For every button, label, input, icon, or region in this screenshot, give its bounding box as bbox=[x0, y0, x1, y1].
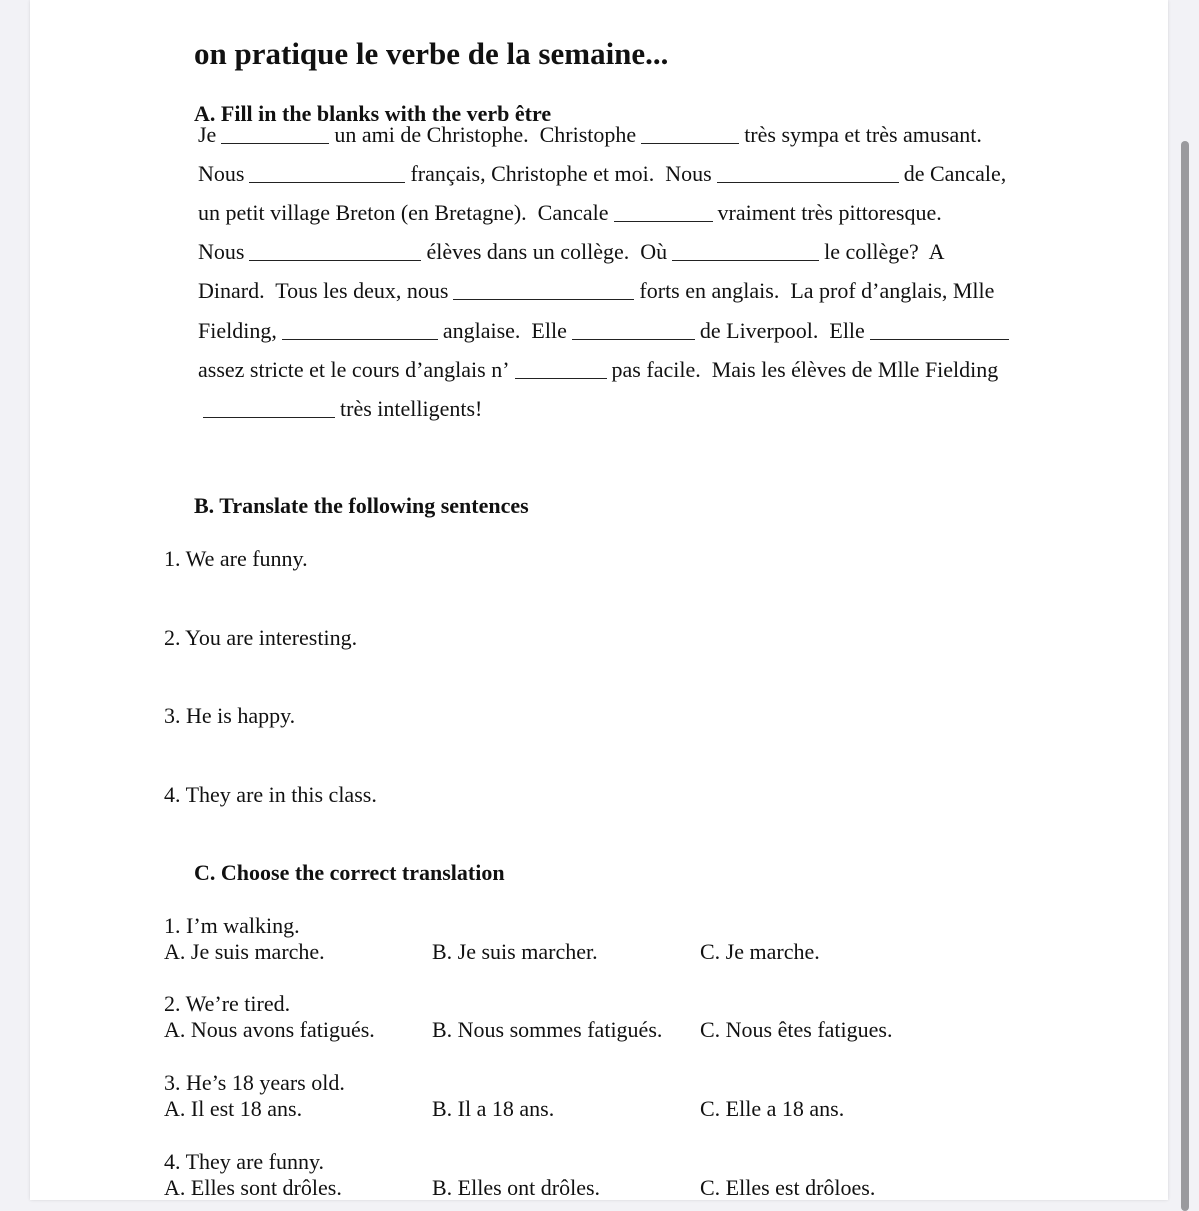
answer-option[interactable]: A. Je suis marche. bbox=[164, 939, 325, 964]
answer-option[interactable]: A. Nous avons fatigués. bbox=[164, 1017, 375, 1042]
paragraph-text: anglaise. Elle bbox=[442, 318, 567, 343]
paragraph-line bbox=[198, 396, 482, 422]
paragraph-text: Fielding, bbox=[198, 318, 277, 343]
paragraph-text: Je bbox=[198, 122, 217, 147]
answer-option[interactable]: B. Nous sommes fatigués. bbox=[432, 1017, 663, 1042]
question-prompt: 3. He’s 18 years old. bbox=[164, 1070, 345, 1095]
answer-blank[interactable] bbox=[672, 259, 819, 261]
answer-blank[interactable] bbox=[282, 338, 438, 340]
section-c-heading: C. Choose the correct translation bbox=[194, 860, 505, 885]
paragraph-text: français, Christophe et moi. Nous bbox=[410, 161, 712, 186]
answer-blank[interactable] bbox=[249, 181, 405, 183]
answer-blank[interactable] bbox=[249, 259, 421, 261]
paragraph-text: Nous bbox=[198, 239, 245, 264]
answer-option[interactable]: A. Il est 18 ans. bbox=[164, 1096, 303, 1121]
paragraph-text: élèves dans un collège. Où bbox=[426, 239, 668, 264]
answer-option[interactable]: C. Elles est drôloes. bbox=[700, 1175, 876, 1200]
answer-blank[interactable] bbox=[572, 338, 695, 340]
answer-option[interactable]: B. Elles ont drôles. bbox=[432, 1175, 601, 1200]
answer-option[interactable]: B. Il a 18 ans. bbox=[432, 1096, 555, 1121]
translate-item: 2. You are interesting. bbox=[164, 625, 358, 650]
translate-item: 3. He is happy. bbox=[164, 703, 296, 728]
page-title: on pratique le verbe de la semaine... bbox=[194, 36, 669, 71]
paragraph-line bbox=[198, 122, 982, 148]
answer-blank[interactable] bbox=[614, 220, 713, 222]
answer-blank[interactable] bbox=[203, 416, 335, 418]
paragraph-text: le collège? A bbox=[824, 239, 945, 264]
section-b-heading: B. Translate the following sentences bbox=[194, 493, 529, 518]
paragraph-text: forts en anglais. La prof d’anglais, Mlle bbox=[639, 278, 995, 303]
paragraph-line bbox=[198, 357, 998, 383]
paragraph-line bbox=[198, 239, 945, 265]
paragraph-text: de Cancale, bbox=[903, 161, 1007, 186]
paragraph-line bbox=[198, 318, 1014, 344]
paragraph-text: un petit village Breton (en Bretagne). Cancale bbox=[198, 200, 609, 225]
paragraph-text: vraiment très pittoresque. bbox=[717, 200, 942, 225]
paragraph-line bbox=[198, 278, 994, 304]
answer-option[interactable]: B. Je suis marcher. bbox=[432, 939, 598, 964]
paragraph-text: Dinard. Tous les deux, nous bbox=[198, 278, 449, 303]
vertical-scrollbar[interactable] bbox=[1181, 141, 1189, 1211]
translate-item: 1. We are funny. bbox=[164, 546, 308, 571]
paragraph-text: très sympa et très amusant. bbox=[744, 122, 982, 147]
paragraph-text: très intelligents! bbox=[340, 396, 483, 421]
question-prompt: 1. I’m walking. bbox=[164, 913, 300, 938]
answer-blank[interactable] bbox=[221, 142, 329, 144]
paragraph-text: Nous bbox=[198, 161, 245, 186]
answer-option[interactable]: C. Je marche. bbox=[700, 939, 820, 964]
answer-option[interactable]: A. Elles sont drôles. bbox=[164, 1175, 342, 1200]
answer-option[interactable]: C. Nous êtes fatigues. bbox=[700, 1017, 893, 1042]
paragraph-text: un ami de Christophe. Christophe bbox=[334, 122, 637, 147]
section-a-heading: A. Fill in the blanks with the verb être bbox=[194, 101, 552, 126]
paragraph-line bbox=[198, 200, 942, 226]
answer-blank[interactable] bbox=[453, 298, 634, 300]
paragraph-text: pas facile. Mais les élèves de Mlle Fielding bbox=[611, 357, 999, 382]
question-prompt: 4. They are funny. bbox=[164, 1149, 325, 1174]
paragraph-line bbox=[198, 161, 1006, 187]
translate-item: 4. They are in this class. bbox=[164, 782, 377, 807]
answer-blank[interactable] bbox=[717, 181, 899, 183]
answer-blank[interactable] bbox=[641, 142, 739, 144]
answer-blank[interactable] bbox=[870, 338, 1009, 340]
document-page bbox=[30, 0, 1168, 1200]
paragraph-text: de Liverpool. Elle bbox=[699, 318, 865, 343]
answer-option[interactable]: C. Elle a 18 ans. bbox=[700, 1096, 845, 1121]
question-prompt: 2. We’re tired. bbox=[164, 991, 291, 1016]
answer-blank[interactable] bbox=[515, 377, 607, 379]
paragraph-text: assez stricte et le cours d’anglais n’ bbox=[198, 357, 510, 382]
